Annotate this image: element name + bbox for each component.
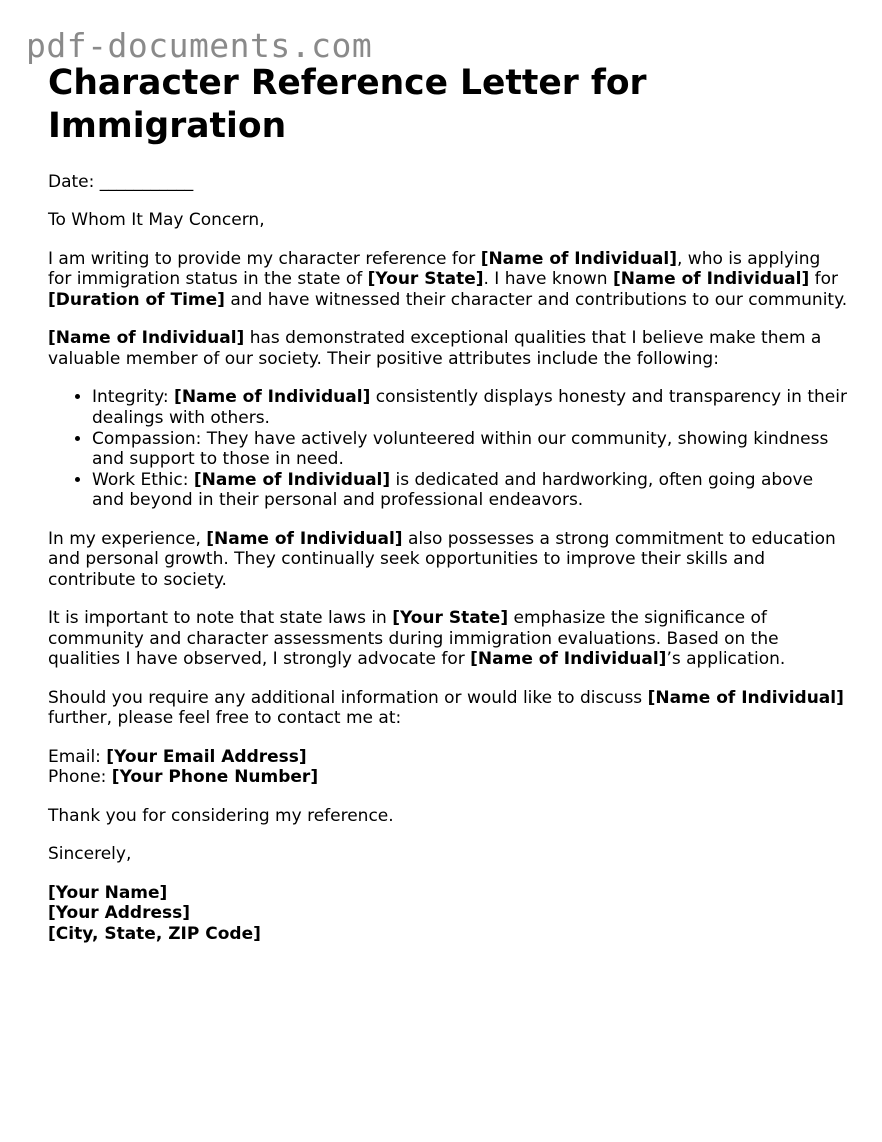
text: emphasize the significance of community and character assessments during immigration evaluations. Based on the qualities I have observed, I strongly advocate for (48, 608, 779, 670)
list-item (92, 387, 848, 428)
closing-line: Sincerely, (48, 844, 132, 865)
placeholder-name: [Name of Individual] (193, 469, 391, 490)
text: Should you require any additional information or would like to discuss (48, 687, 648, 708)
email-label: Email: (48, 746, 107, 767)
item-text: is dedicated and hardworking, often going above and beyond in their personal and professional endeavors. (92, 469, 814, 511)
text: ’s application. (666, 649, 786, 670)
contact-block (48, 747, 848, 788)
letter-page (48, 62, 848, 944)
placeholder-name: [Name of Individual] (470, 649, 667, 670)
list-item (92, 429, 848, 470)
text: also possesses a strong commitment to education and personal growth. They continually seek opportunities to improve their skills and contribute to society. (48, 528, 836, 590)
placeholder-name: [Name of Individual] (48, 328, 245, 349)
placeholder-duration: [Duration of Time] (48, 289, 225, 310)
watermark: pdf-documents.com (26, 26, 373, 65)
placeholder-name: [Name of Individual] (206, 528, 403, 549)
paragraph-state-laws (48, 608, 848, 670)
text: for (809, 269, 839, 290)
phone-placeholder: [Your Phone Number] (111, 767, 319, 788)
text: has demonstrated exceptional qualities that I believe make them a valuable member of our society. Their positive attributes include the following: (48, 328, 822, 369)
date-label: Date: (48, 172, 95, 192)
placeholder-state: [Your State] (392, 608, 509, 629)
text: further, please feel free to contact me at: (48, 708, 402, 729)
item-label: Integrity: (92, 387, 175, 408)
placeholder-name: [Name of Individual] (647, 687, 844, 708)
paragraph-experience (48, 529, 848, 591)
attributes-list (48, 387, 848, 511)
email-placeholder: [Your Email Address] (106, 746, 307, 767)
thanks-line: Thank you for considering my reference. (48, 805, 394, 826)
text: . I have known (483, 269, 613, 290)
text: and have witnessed their character and contributions to our community. (224, 289, 848, 310)
text: I am writing to provide my character reference for (48, 248, 481, 269)
placeholder-name: [Name of Individual] (612, 269, 810, 290)
signature-address: [Your Address] (48, 903, 191, 924)
text: , who is applying for immigration status in the state of (48, 248, 821, 290)
placeholder-name: [Name of Individual] (480, 248, 677, 269)
item-label: Work Ethic: (92, 469, 194, 490)
text: In my experience, (48, 528, 207, 549)
date-line (48, 172, 848, 193)
page-title: Character Reference Letter for Immigration (48, 63, 647, 146)
paragraph-intro (48, 249, 848, 311)
salutation: To Whom It May Concern, (48, 210, 265, 231)
signature-name: [Your Name] (48, 882, 168, 903)
signature-block (48, 883, 848, 945)
item-text: consistently displays honesty and transparency in their dealings with others. (92, 387, 847, 428)
placeholder-state: [Your State] (367, 269, 484, 290)
signature-city-state-zip: [City, State, ZIP Code] (48, 923, 261, 944)
item-label: Compassion: They have actively volunteered within our community, showing kindness and support to those in need. (92, 428, 829, 470)
list-item (92, 470, 848, 511)
text: It is important to note that state laws in (48, 608, 393, 629)
paragraph-contact (48, 688, 848, 729)
paragraph-qualities (48, 328, 848, 369)
placeholder-name: [Name of Individual] (174, 387, 371, 408)
phone-label: Phone: (48, 767, 112, 788)
date-blank: ___________ (99, 172, 194, 192)
